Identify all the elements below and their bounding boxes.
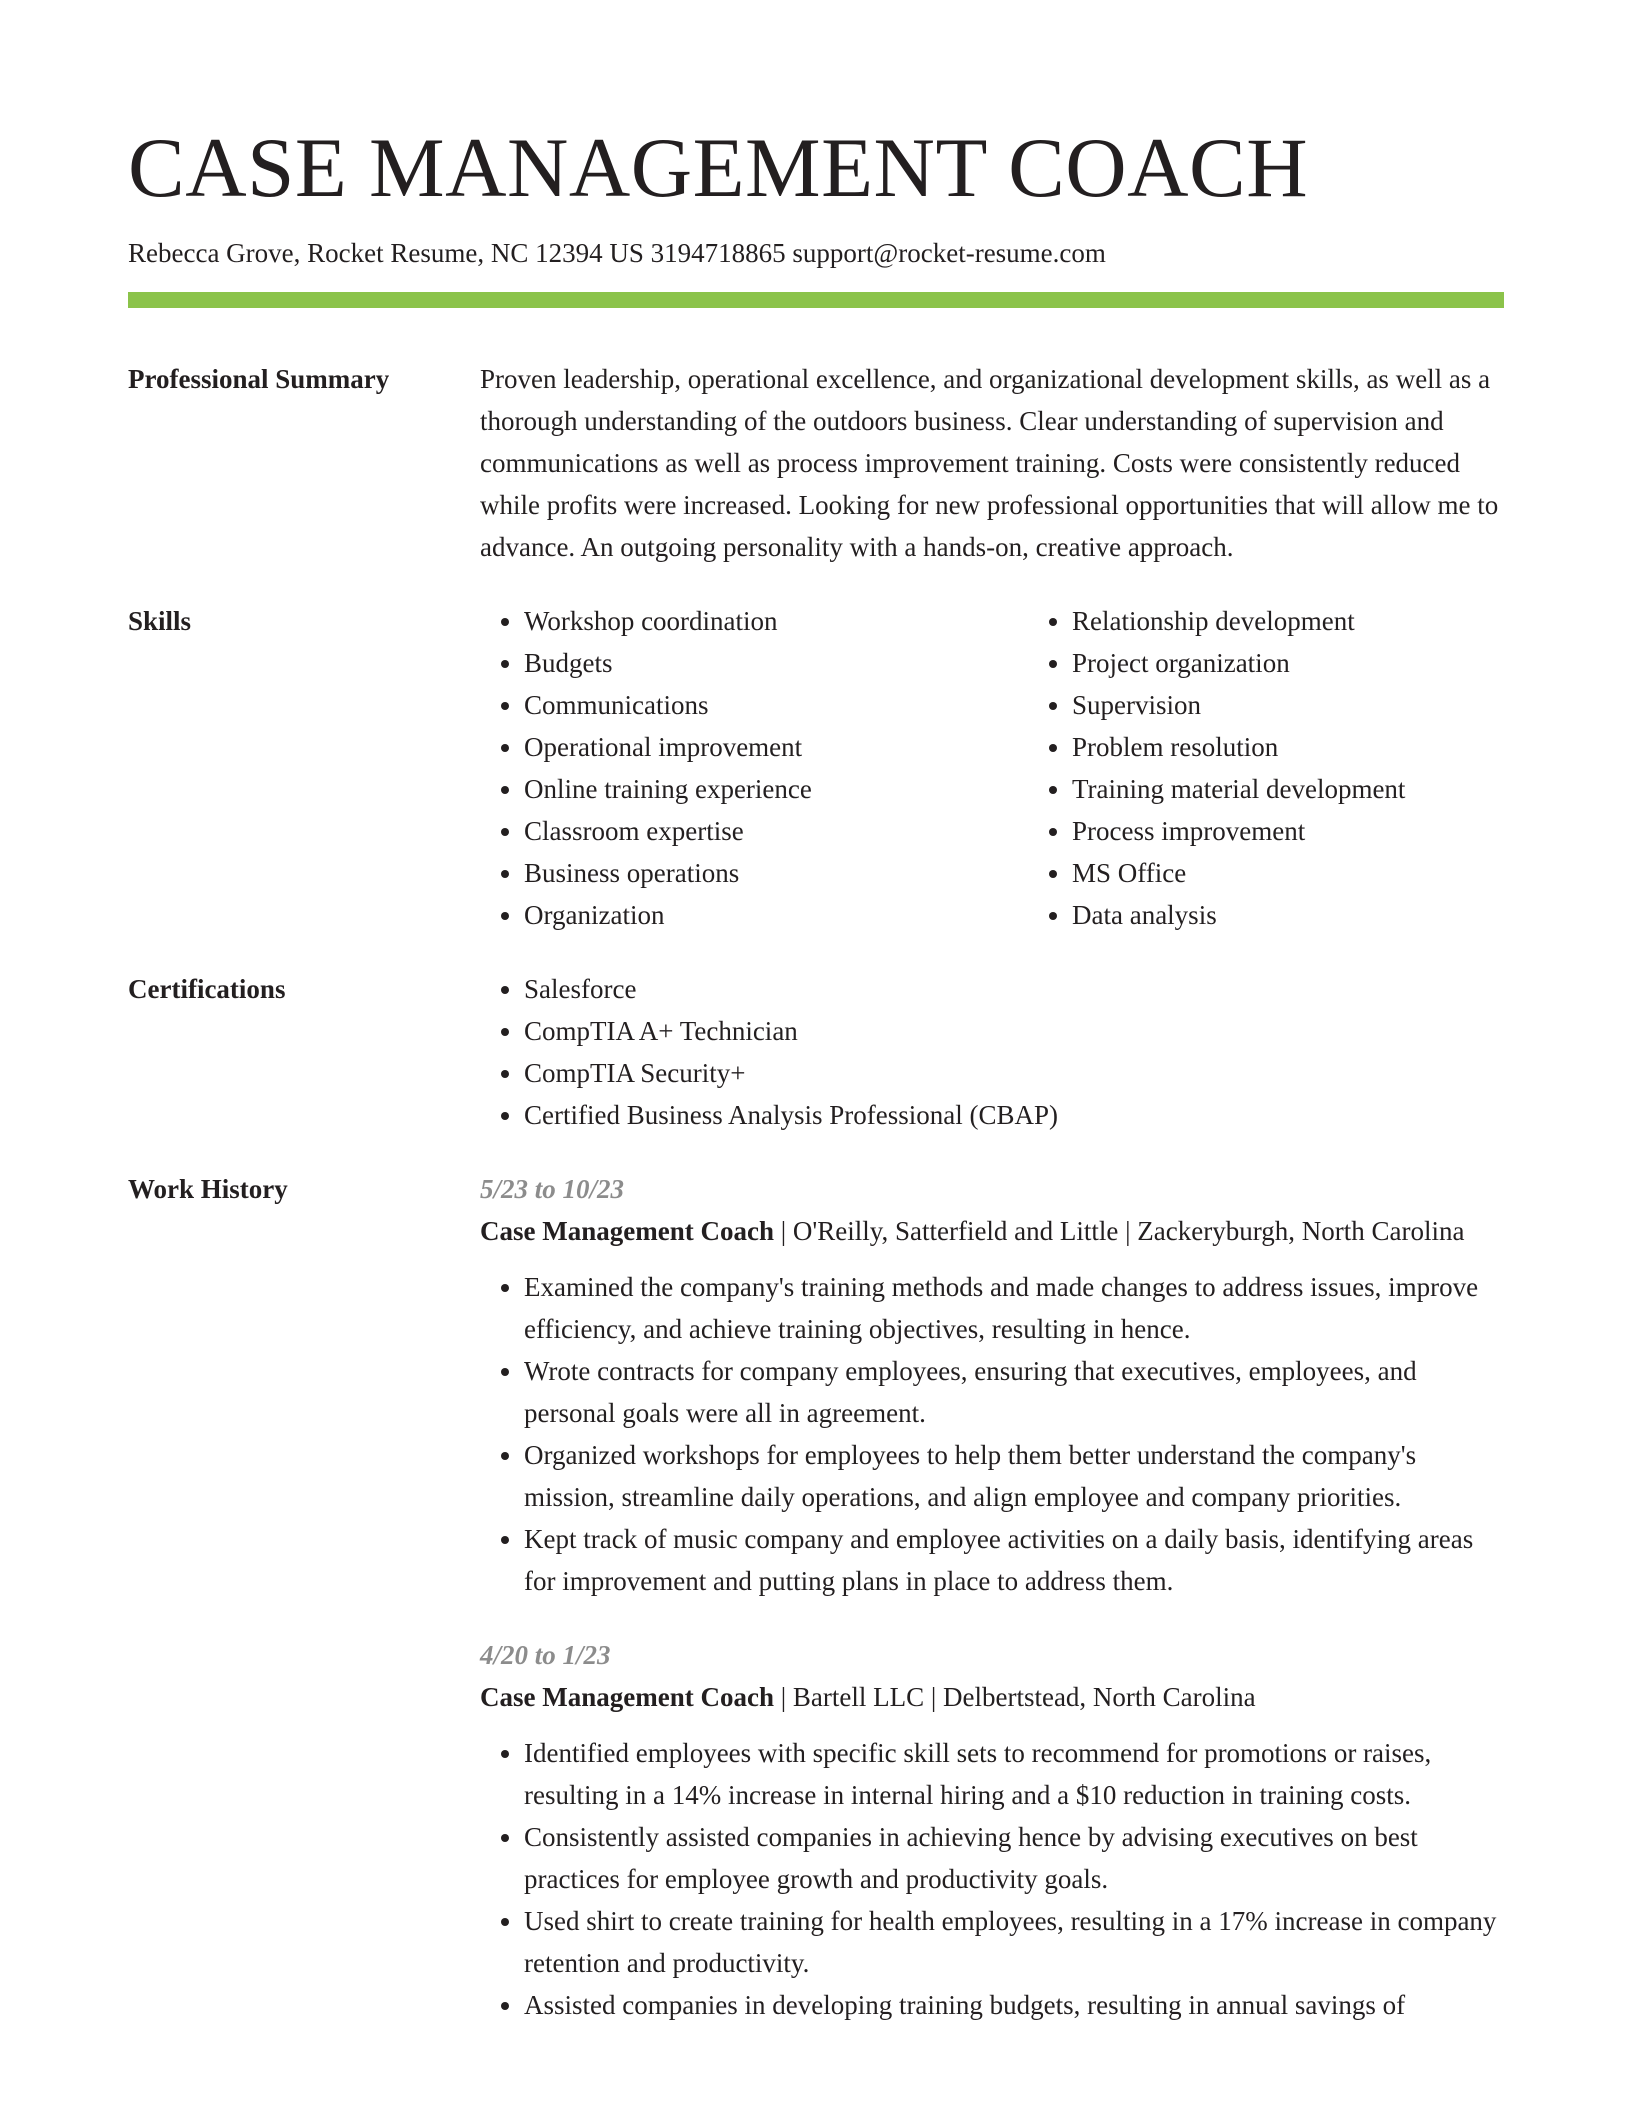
skill-item: • Workshop coordination xyxy=(524,600,1028,642)
job-entry xyxy=(480,1634,1504,2026)
skill-item: • Online training experience xyxy=(524,768,1028,810)
skill-item: • Budgets xyxy=(524,642,1028,684)
skills-list-right xyxy=(1028,600,1576,936)
job-entry xyxy=(480,1168,1504,1602)
job-bullet: • Assisted companies in developing training budgets, resulting in annual savings of xyxy=(524,1984,1504,2026)
job-header xyxy=(480,1676,1504,1718)
job-header xyxy=(480,1210,1504,1252)
skill-item: • Project organization xyxy=(1072,642,1576,684)
work-history-heading: Work History xyxy=(128,1174,288,1204)
skill-item: • Classroom expertise xyxy=(524,810,1028,852)
skill-item: • Supervision xyxy=(1072,684,1576,726)
job-title: Case Management Coach xyxy=(480,1216,774,1246)
certifications-list xyxy=(480,968,1504,1136)
header-divider xyxy=(128,292,1504,308)
skills-heading: Skills xyxy=(128,606,192,636)
job-employer-location: | Bartell LLC | Delbertstead, North Carolina xyxy=(773,1682,1256,1712)
job-bullets xyxy=(480,1732,1504,2026)
skills-section xyxy=(128,600,1504,936)
certification-item: • CompTIA A+ Technician xyxy=(524,1010,1504,1052)
job-bullets xyxy=(480,1266,1504,1602)
skill-item: • Process improvement xyxy=(1072,810,1576,852)
work-history-section xyxy=(128,1168,1504,2026)
certifications-section xyxy=(128,968,1504,1136)
summary-heading: Professional Summary xyxy=(128,364,390,394)
resume-title: CASE MANAGEMENT COACH xyxy=(128,121,1309,215)
skill-item: • Training material development xyxy=(1072,768,1576,810)
skill-item: • Operational improvement xyxy=(524,726,1028,768)
job-bullet: • Kept track of music company and employee activities on a daily basis, identifying areas for improvement and putting plans in place to address them. xyxy=(524,1518,1504,1602)
job-dates: 5/23 to 10/23 xyxy=(480,1174,625,1204)
certification-item: • Certified Business Analysis Professional (CBAP) xyxy=(524,1094,1504,1136)
certification-item: • Salesforce xyxy=(524,968,1504,1010)
skill-item: • Data analysis xyxy=(1072,894,1576,936)
skill-item: • MS Office xyxy=(1072,852,1576,894)
skill-item: • Problem resolution xyxy=(1072,726,1576,768)
job-bullet: • Identified employees with specific skill sets to recommend for promotions or raises, resulting in a 14% increase in internal hiring and a $10 reduction in training costs. xyxy=(524,1732,1504,1816)
skill-item: • Communications xyxy=(524,684,1028,726)
job-title: Case Management Coach xyxy=(480,1682,774,1712)
certification-item: • CompTIA Security+ xyxy=(524,1052,1504,1094)
job-bullet: • Used shirt to create training for health employees, resulting in a 17% increase in company retention and productivity. xyxy=(524,1900,1504,1984)
skills-list-left xyxy=(480,600,1028,936)
job-bullet: • Wrote contracts for company employees, ensuring that executives, employees, and personal goals were all in agreement. xyxy=(524,1350,1504,1434)
summary-section xyxy=(128,358,1504,568)
skill-item: • Business operations xyxy=(524,852,1028,894)
job-employer-location: | O'Reilly, Satterfield and Little | Zackeryburgh, North Carolina xyxy=(773,1216,1465,1246)
job-bullet: • Organized workshops for employees to help them better understand the company's mission, streamline daily operations, and align employee and company priorities. xyxy=(524,1434,1504,1518)
summary-text: Proven leadership, operational excellence, and organizational development skills, as well as a thorough understanding of the outdoors business. Clear understanding of supervision and communications as well as process improvement training. Costs were consistently reduced while profits were increased. Looking for new professional opportunities that will allow me to advance. An outgoing personality with a hands-on, creative approach. xyxy=(480,364,1499,562)
skill-item: • Organization xyxy=(524,894,1028,936)
job-bullet: • Consistently assisted companies in achieving hence by advising executives on best practices for employee growth and productivity goals. xyxy=(524,1816,1504,1900)
job-dates: 4/20 to 1/23 xyxy=(480,1640,611,1670)
skill-item: • Relationship development xyxy=(1072,600,1576,642)
certifications-heading: Certifications xyxy=(128,974,286,1004)
job-bullet: • Examined the company's training methods and made changes to address issues, improve efficiency, and achieve training objectives, resulting in hence. xyxy=(524,1266,1504,1350)
contact-line: Rebecca Grove, Rocket Resume, NC 12394 US 3194718865 support@rocket-resume.com xyxy=(128,238,1106,268)
